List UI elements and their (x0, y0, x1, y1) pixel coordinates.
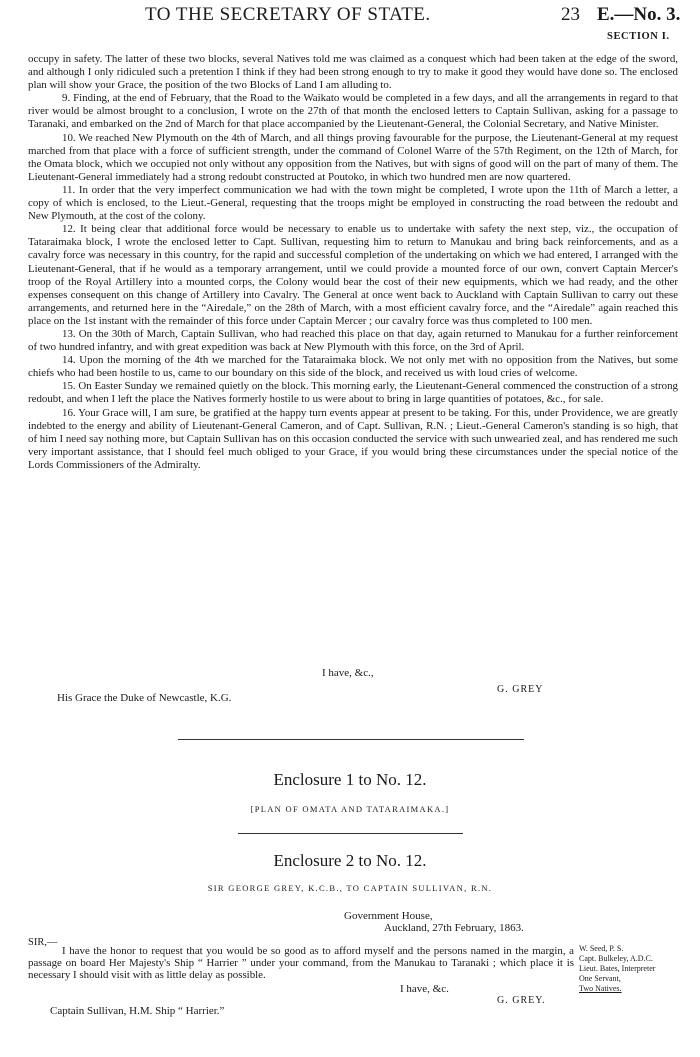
margin-note-line: Two Natives. (579, 984, 622, 993)
paragraph-continued: occupy in safety. The latter of these two blocks, several Natives told me was claimed as a conquest which had been taken at the edge of the sword, and although I only ridiculed such a pretention I think if they had been strong enough to try to make it good they would have done so. The enclosed plan will show your Grace, the position of the two Blocks of Land I am alluding to. (28, 53, 678, 92)
letter-date: Auckland, 27th February, 1863. (384, 922, 524, 934)
margin-note-line: W. Seed, P. S. (579, 944, 624, 953)
paragraph-14: 14. Upon the morning of the 4th we marched for the Tataraimaka block. We not only met with no opposition from the Natives, but some chiefs who had been hostile to us, came to our boundary on this side of the block, and received us with loud cries of welcome. (28, 354, 678, 380)
section-label: SECTION I. (607, 31, 670, 42)
letter-paragraph: I have the honor to request that you would be so good as to afford myself and the persons named in the margin, a passage on board Her Majesty's Ship “ Harrier ” under your command, from the Manukau to Taranaki ; which place it is necessary I should visit with as little delay as possible. (28, 945, 574, 982)
paragraph-15: 15. On Easter Sunday we remained quietly on the block. This morning early, the Lieutenant-General commenced the construction of a strong redoubt, and when I left the place the Natives formerly hostile to us were about to bring in large quantities of potatoes, &c., for sale. (28, 380, 678, 406)
margin-note-line: Capt. Bulkeley, A.D.C. (579, 954, 653, 963)
despatch-body (28, 53, 678, 472)
letter-signature: G. GREY. (497, 995, 546, 1006)
enclosure-2-title: Enclosure 2 to No. 12. (273, 851, 427, 870)
letter-body (28, 945, 574, 982)
paragraph-9: 9. Finding, at the end of February, that the Road to the Waikato would be completed in a few days, and all the arrangements in regard to that river would be almost brought to a conclusion, I wrote on the 27th of that month the enclosed letters to Captain Sullivan, asking for a passage to Taranaki, and embarked on the 2nd of March for that place accompanied by the Lieutenant-General, the Colonial Secretary, and Native Minister. (28, 92, 678, 131)
paragraph-12: 12. It being clear that additional force would be necessary to enable us to undertake with safety the next step, viz., the occupation of Tataraimaka block, I wrote the enclosed letter to Capt. Sullivan, requesting him to return to Manukau and bring back reinforcements, and as a cavalry force was necessary in this country, for the rapid and successful completion of the undertaking on which we had entered, I arranged with the Lieutenant-General, that if he would as a temporary arrangement, until we could provide a mounted force of our own, convert Captain Mercer's troop of the Royal Artillery into a mounted corps, the Colony would bear the cost of their new equipments, which we had ready, and the other expenses consequent on this change of Artillery into Cavalry. The General at once went back to Auckland with Captain Sullivan to carry out these arrangements, and returned here in the “Airedale,” on the 28th of March, with a most efficient cavalry force, and the “Airedale” again reached this place on the 1st instant with the remainder of this force under Captain Mercer ; our cavalry force was thus completed to 100 men. (28, 223, 678, 327)
signature: G. GREY (497, 684, 544, 695)
paragraph-16: 16. Your Grace will, I am sure, be gratified at the happy turn events appear at present to be taking. For this, under Providence, we are greatly indebted to the energy and ability of Lieutenant-General Cameron, and of Capt. Sullivan, R.N. ; Lieut.-General Cameron's standing is so high, that of him I need say nothing more, but Captain Sullivan has on this occasion conducted the service with such unwearied zeal, and has rendered me such very important assistance, that I should feel much obliged to your Grace, if you would bring these circumstances under the special notice of the Lords Commissioners of the Admiralty. (28, 406, 678, 471)
page-header (0, 4, 700, 54)
closing-phrase: I have, &c., (322, 667, 374, 679)
letter-salutation: SIR,— (28, 937, 58, 948)
enclosure-1-title: Enclosure 1 to No. 12. (273, 770, 427, 789)
divider (178, 739, 524, 740)
enclosure-2-subtitle: SIR GEORGE GREY, K.C.B., TO CAPTAIN SULLIVAN, R.N. (207, 883, 493, 893)
series-number: E.—No. 3. (597, 4, 681, 25)
paragraph-11: 11. In order that the very imperfect communication we had with the town might be completed, I wrote upon the 11th of March a letter, a copy of which is enclosed, to the Lieut.-General, requesting that the troops might be employed in constructing the road between the redoubt and New Plymouth, at the cost of the colony. (28, 183, 678, 223)
page-number: 23 (561, 4, 580, 25)
letter-closing-phrase: I have, &c. (400, 983, 449, 995)
addressee: His Grace the Duke of Newcastle, K.G. (57, 692, 232, 704)
letter-recipient: Captain Sullivan, H.M. Ship “ Harrier.” (50, 1005, 225, 1017)
margin-note (579, 944, 697, 994)
running-title: TO THE SECRETARY OF STATE. (145, 4, 431, 25)
margin-note-line: Lieut. Bates, Interpreter (579, 964, 656, 973)
enclosure-1-subtitle: [PLAN OF OMATA AND TATARAIMAKA.] (250, 804, 450, 814)
paragraph-13: 13. On the 30th of March, Captain Sullivan, who had reached this place on that day, again returned to Manukau for a further reinforcement of two hundred infantry, and with great expedition was back at New Plymouth with this force, on the 3rd of April. (28, 327, 678, 354)
divider (238, 833, 463, 834)
margin-note-line: One Servant, (579, 974, 621, 983)
paragraph-10: 10. We reached New Plymouth on the 4th of March, and all things proving favourable for the purpose, the Lieutenant-General at my request marched from that place with a force of sufficient strength, under the command of Colonel Warre of the 57th Regiment, on the 12th of March, for the Omata block, which we occupied not only without any opposition from the Natives, but with signs of good will on the part of many of them. The Lieutenant-General immediately had a strong redoubt constructed at Poutoko, in which two hundred men are now quartered. (28, 131, 678, 183)
letter-place: Government House, (344, 910, 433, 922)
